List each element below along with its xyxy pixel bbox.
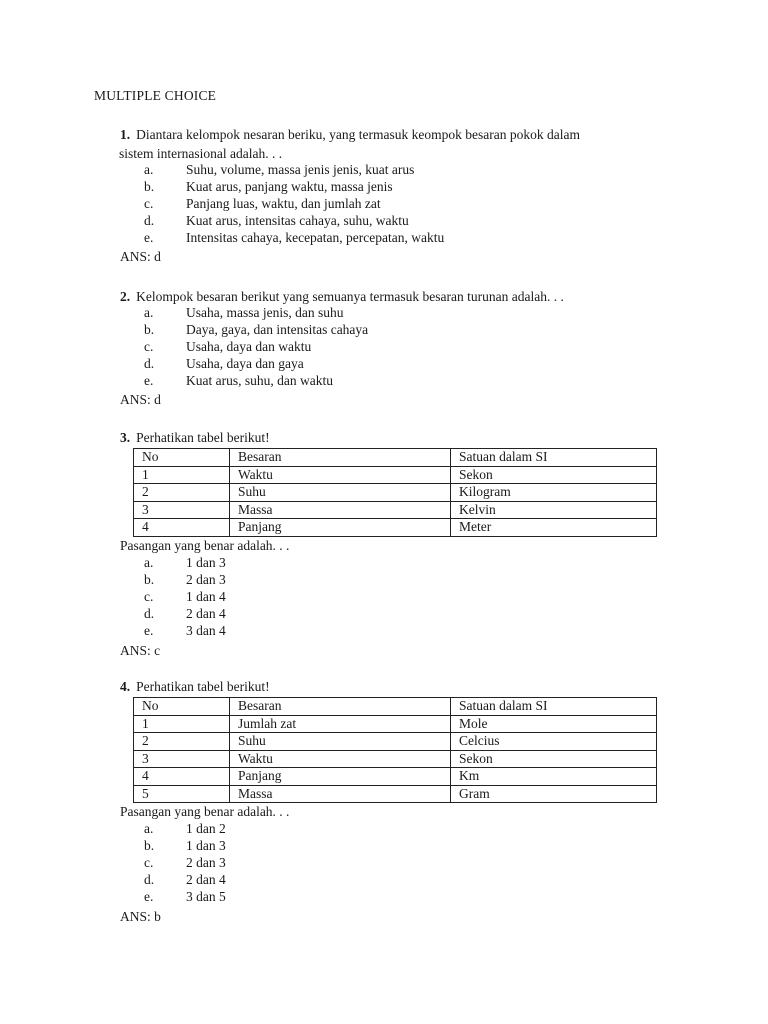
option-letter: c.	[144, 196, 154, 211]
option-text: 1 dan 2	[186, 821, 226, 836]
option-letter: e.	[144, 373, 154, 388]
table-cell: Massa	[230, 501, 451, 519]
option-c	[120, 195, 660, 212]
option-letter: c.	[144, 588, 154, 604]
option-letter: b.	[144, 571, 155, 587]
option-c	[120, 854, 660, 871]
question-number: 3.	[120, 430, 131, 445]
option-d	[120, 212, 660, 229]
table-row	[134, 484, 657, 502]
column-header: No	[134, 449, 230, 467]
table-cell: Meter	[451, 519, 657, 537]
table-cell: Kelvin	[451, 501, 657, 519]
option-text: Intensitas cahaya, kecepatan, percepatan, waktu	[186, 230, 445, 245]
option-e	[120, 229, 660, 246]
answer-key: ANS: c	[120, 642, 161, 658]
option-text: Kuat arus, panjang waktu, massa jenis	[186, 179, 393, 194]
option-letter: a.	[144, 162, 154, 177]
option-text: Suhu, volume, massa jenis jenis, kuat arus	[186, 162, 415, 177]
option-e	[120, 372, 660, 389]
option-letter: d.	[144, 213, 155, 228]
table-cell: 1	[134, 715, 230, 733]
table-cell: Kilogram	[451, 484, 657, 502]
option-letter: d.	[144, 605, 155, 621]
page-title: MULTIPLE CHOICE	[94, 88, 217, 103]
option-e	[120, 888, 660, 905]
option-b	[120, 321, 660, 338]
answer-key: ANS: d	[120, 392, 161, 407]
option-list	[120, 554, 660, 639]
table-cell: Sekon	[451, 750, 657, 768]
table-row	[134, 785, 657, 803]
table-cell: 2	[134, 484, 230, 502]
option-letter: a.	[144, 821, 154, 836]
option-a	[120, 304, 660, 321]
option-text: Usaha, daya dan waktu	[186, 339, 312, 354]
table-header-row	[134, 449, 657, 467]
option-list	[120, 304, 660, 389]
option-d	[120, 605, 660, 622]
si-table	[133, 697, 657, 803]
table-cell: Suhu	[230, 733, 451, 751]
option-letter: e.	[144, 230, 154, 245]
question-number: 2.	[120, 289, 131, 304]
question-text: Perhatikan tabel berikut!	[136, 679, 270, 694]
question-number: 4.	[120, 679, 131, 694]
option-text: 3 dan 4	[186, 622, 226, 638]
option-letter: e.	[144, 889, 154, 904]
question-4	[120, 677, 660, 925]
option-letter: b.	[144, 179, 155, 194]
table-row	[134, 768, 657, 786]
column-header: Satuan dalam SI	[451, 698, 657, 716]
question-2	[120, 287, 660, 408]
column-header: Besaran	[230, 698, 451, 716]
table-cell: Suhu	[230, 484, 451, 502]
table-cell: Km	[451, 768, 657, 786]
option-d	[120, 355, 660, 372]
table-row	[134, 750, 657, 768]
table-cell: Massa	[230, 785, 451, 803]
option-c	[120, 588, 660, 605]
option-letter: d.	[144, 872, 155, 887]
option-text: Usaha, massa jenis, dan suhu	[186, 305, 344, 320]
option-letter: c.	[144, 855, 154, 870]
option-letter: d.	[144, 356, 155, 371]
table-cell: 4	[134, 519, 230, 537]
table-cell: Waktu	[230, 466, 451, 484]
table-row	[134, 715, 657, 733]
option-letter: e.	[144, 622, 154, 638]
option-list	[120, 820, 660, 905]
answer-key: ANS: b	[120, 909, 161, 924]
option-text: Kuat arus, intensitas cahaya, suhu, waktu	[186, 213, 409, 228]
table-cell: Mole	[451, 715, 657, 733]
table-cell: 3	[134, 501, 230, 519]
question-4-stem	[120, 677, 660, 696]
table-cell: Waktu	[230, 750, 451, 768]
column-header: Besaran	[230, 449, 451, 467]
column-header: No	[134, 698, 230, 716]
table-row	[134, 501, 657, 519]
table-cell: 4	[134, 768, 230, 786]
table-cell: Panjang	[230, 768, 451, 786]
option-a	[120, 161, 660, 178]
option-text: Usaha, daya dan gaya	[186, 356, 304, 371]
column-header: Satuan dalam SI	[451, 449, 657, 467]
table-cell: 1	[134, 466, 230, 484]
table-cell: Celcius	[451, 733, 657, 751]
option-e	[120, 622, 660, 639]
table-cell: 3	[134, 750, 230, 768]
question-prompt: Pasangan yang benar adalah. . .	[120, 537, 290, 553]
option-text: 2 dan 3	[186, 855, 226, 870]
question-1-stem	[120, 125, 660, 144]
option-text: 1 dan 3	[186, 838, 226, 853]
option-letter: a.	[144, 554, 154, 570]
option-text: Panjang luas, waktu, dan jumlah zat	[186, 196, 381, 211]
option-text: 2 dan 4	[186, 872, 226, 887]
table-cell: Sekon	[451, 466, 657, 484]
si-table	[133, 448, 657, 537]
option-b	[120, 837, 660, 854]
table-cell: 2	[134, 733, 230, 751]
option-a	[120, 554, 660, 571]
question-1	[120, 125, 660, 265]
option-a	[120, 820, 660, 837]
table-row	[134, 519, 657, 537]
table-cell: 5	[134, 785, 230, 803]
option-letter: b.	[144, 838, 155, 853]
question-text-continued: sistem internasional adalah. . .	[119, 146, 283, 161]
question-3	[120, 428, 660, 659]
option-letter: c.	[144, 339, 154, 354]
option-d	[120, 871, 660, 888]
table-cell: Jumlah zat	[230, 715, 451, 733]
table-cell: Panjang	[230, 519, 451, 537]
option-c	[120, 338, 660, 355]
question-prompt: Pasangan yang benar adalah. . .	[120, 804, 290, 819]
question-text: Diantara kelompok nesaran beriku, yang termasuk keompok besaran pokok dalam	[136, 127, 580, 142]
option-b	[120, 571, 660, 588]
option-text: 1 dan 3	[186, 554, 226, 570]
option-list	[120, 161, 660, 246]
table-header-row	[134, 698, 657, 716]
table-row	[134, 733, 657, 751]
question-text: Perhatikan tabel berikut!	[136, 430, 270, 445]
table-cell: Gram	[451, 785, 657, 803]
option-text: 2 dan 3	[186, 571, 226, 587]
option-text: 2 dan 4	[186, 605, 226, 621]
option-text: 3 dan 5	[186, 889, 226, 904]
question-3-stem	[120, 428, 660, 447]
question-number: 1.	[120, 127, 131, 142]
option-letter: a.	[144, 305, 154, 320]
question-text: Kelompok besaran berikut yang semuanya termasuk besaran turunan adalah. . .	[136, 289, 564, 304]
table-row	[134, 466, 657, 484]
answer-key: ANS: d	[120, 249, 161, 264]
option-text: 1 dan 4	[186, 588, 226, 604]
option-text: Daya, gaya, dan intensitas cahaya	[186, 322, 369, 337]
option-letter: b.	[144, 322, 155, 337]
option-text: Kuat arus, suhu, dan waktu	[186, 373, 333, 388]
option-b	[120, 178, 660, 195]
